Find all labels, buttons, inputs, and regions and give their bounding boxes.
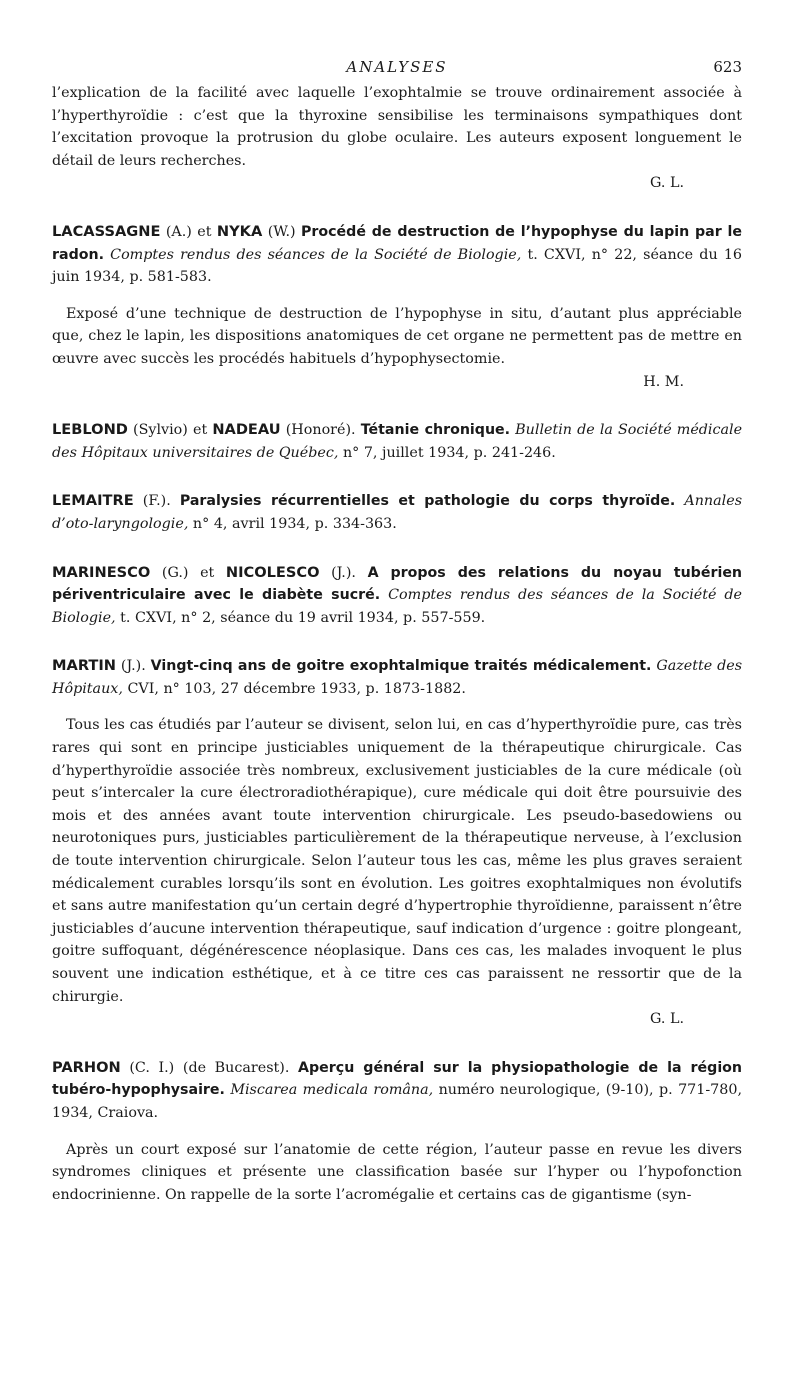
article-title: A propos des relations du noyau tubérien périventriculaire avec le diabète sucré. <box>52 564 743 604</box>
author-initial: (J.). <box>120 658 146 675</box>
entry-citation <box>52 1057 742 1125</box>
author-initial: (A.) <box>165 223 192 240</box>
journal-name: Miscarea medicala româna, <box>230 1082 434 1099</box>
entry-marinesco <box>52 562 742 630</box>
author-initial: (G.) <box>161 564 189 581</box>
journal-name: Annales d’oto-laryngologie, <box>52 493 743 532</box>
article-title: Vingt-cinq ans de goitre exophtalmique traités médicalement. <box>150 658 652 675</box>
entry-citation <box>52 562 742 630</box>
article-title: Procédé de destruction de l’hypophyse du lapin par le radon. <box>52 223 742 263</box>
entry-parhon <box>52 1057 742 1207</box>
author-initial: (F.). <box>142 493 171 510</box>
abstract: Tous les cas étudiés par l’auteur se divisent, selon lui, en cas d’hyperthyroïdie pure, cas très rares qui sont en principe justiciables uniquement de la thérapeutique chirurgicale. Cas d’hyperthyroïdie associée très nombreux, exclusivement justiciables de la cure médicale (où peut s’intercaler la cure électroradiothérapique), cure médicale qui doit être poursuivie des mois et des années avant toute intervention chirurgicale. Les pseudo-basedowiens ou neurotoniques purs, justiciables particulièrement de la thérapeutique nerveuse, à l’exclusion de toute intervention chirurgicale. Selon l’auteur tous les cas, même les plus graves seraient médicalement curables lorsqu’ils sont en évolution. Les goitres exophtalmiques non évolutifs et sans autre manifestation qu’un certain degré d’hypertrophie thyroïdienne, paraissent n’être justiciables d’aucune intervention thérapeutique, sauf indication d’urgence : goitre plongeant, goitre suffoquant, dégénérescence néoplasique. Dans ces cas, les malades invoquent le plus souvent une indication esthétique, et à ce titre ces cas paraissent ne ressortir que de la chirurgie. <box>52 717 742 1005</box>
author-affiliation: (de Bucarest). <box>182 1059 290 1076</box>
running-title: ANALYSES <box>346 58 448 76</box>
entry-leblond <box>52 419 742 464</box>
author-name: LEBLOND <box>52 421 128 439</box>
conjunction: et <box>192 422 208 439</box>
author-name: MARINESCO <box>52 563 151 581</box>
author-name: PARHON <box>52 1058 121 1076</box>
citation-details: CVI, n° 103, 27 décembre 1933, p. 1873-1882. <box>127 680 466 697</box>
page <box>52 58 742 1206</box>
journal-name: Comptes rendus des séances de la Société de Biologie, <box>110 246 522 263</box>
author-initial: (C. I.) <box>129 1059 175 1076</box>
entry-lemaitre <box>52 490 742 535</box>
conjunction: et <box>197 223 212 240</box>
reviewer-signature: H. M. <box>643 373 684 390</box>
citation-details: t. CXVI, n° 2, séance du 19 avril 1934, p. 557-559. <box>120 609 486 626</box>
entry-citation <box>52 490 742 535</box>
entry-citation <box>52 419 742 464</box>
author-name: NICOLESCO <box>225 563 320 581</box>
page-number: 623 <box>713 58 742 76</box>
article-title: Paralysies récurrentielles et pathologie du corps thyroïde. <box>179 493 676 510</box>
entry-martin <box>52 655 742 1031</box>
article-title: Tétanie chronique. <box>360 422 511 439</box>
intro-abstract: l’explication de la facilité avec laquelle l’exophtalmie se trouve ordinairement associée à l’hyperthyroïdie : c’est que la thyroxine sensibilise les terminaisons sympathiques dont l’excitation provoque la protrusion du globe oculaire. Les auteurs exposent longuement le détail de leurs recherches. <box>52 85 742 169</box>
entry-lacassagne <box>52 221 742 393</box>
entry-citation <box>52 221 742 289</box>
conjunction: et <box>200 564 215 581</box>
intro-signature: G. L. <box>649 175 684 192</box>
author-name: LACASSAGNE <box>52 222 161 240</box>
journal-name: Gazette des Hôpitaux, <box>52 658 743 697</box>
entry-citation <box>52 655 742 700</box>
citation-details: n° 7, juillet 1934, p. 241-246. <box>342 444 556 461</box>
running-head <box>52 58 742 82</box>
author-name: NYKA <box>216 222 263 240</box>
author-initial: (Honoré). <box>285 422 356 439</box>
citation-details: numéro neurologique, (9-10), p. 771-780, 1934, Craiova. <box>52 1082 743 1121</box>
author-initial: (Sylvio) <box>133 422 188 439</box>
journal-name: Bulletin de la Société médicale des Hôpitaux universitaires de Québec, <box>52 422 743 461</box>
reviewer-signature: G. L. <box>649 1011 684 1028</box>
author-name: NADEAU <box>212 421 281 439</box>
abstract: Exposé d’une technique de destruction de l’hypophyse in situ, d’autant plus appréciable que, chez le lapin, les dispositions anatomiques de cet organe ne permettent pas de mettre en œuvre avec succès les procédés habituels d’hypophysectomie. <box>52 305 742 367</box>
article-title: Aperçu général sur la physiopathologie de la région tubéro-hypophysaire. <box>52 1059 743 1099</box>
author-initial: (J.). <box>331 564 356 581</box>
journal-name: Comptes rendus des séances de la Société de Biologie, <box>52 587 742 626</box>
author-initial: (W.) <box>267 223 296 240</box>
author-name: LEMAITRE <box>52 492 134 510</box>
abstract: Après un court exposé sur l’anatomie de cette région, l’auteur passe en revue les divers syndromes cliniques et présente une classification basée sur l’hyper ou l’hypofonction endocrinienne. On rappelle de la sorte l’acromégalie et certains cas de gigantisme (syn- <box>52 1141 742 1203</box>
author-name: MARTIN <box>52 657 116 675</box>
citation-details: t. CXVI, n° 22, séance du 16 juin 1934, p. 581-583. <box>52 246 743 286</box>
citation-details: n° 4, avril 1934, p. 334-363. <box>192 515 397 532</box>
